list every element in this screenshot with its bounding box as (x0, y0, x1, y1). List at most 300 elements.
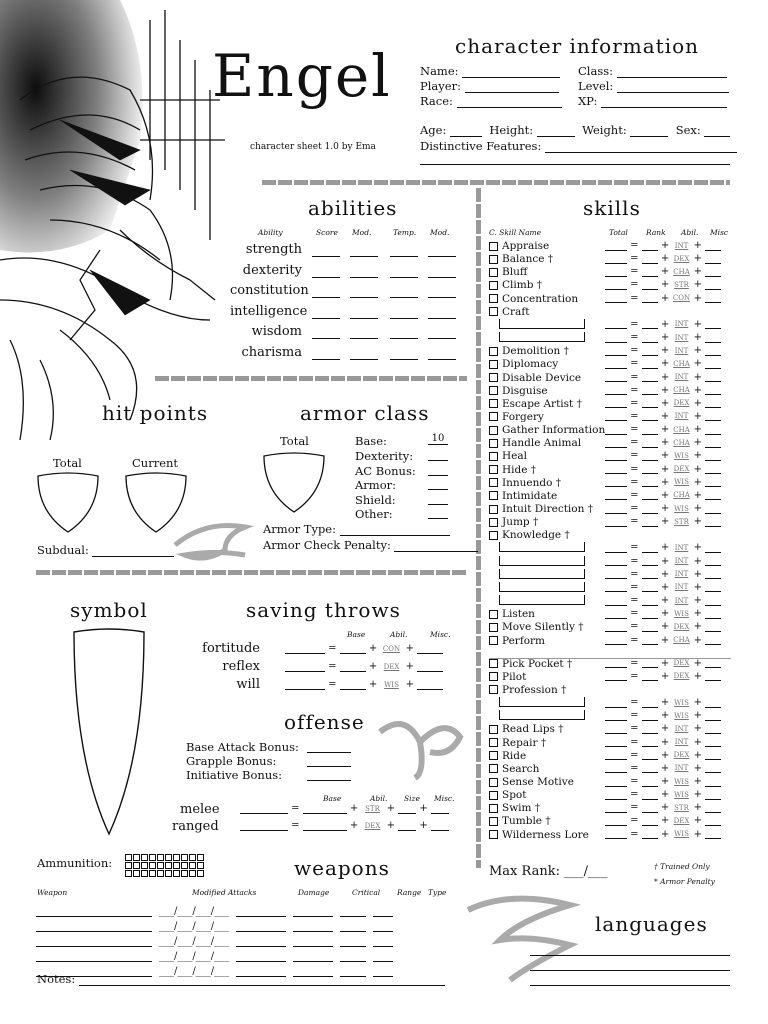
skill-name: Spot (502, 789, 527, 802)
skill-abil: WIS (674, 609, 689, 618)
skill-name: Demolition † (502, 345, 569, 358)
skill-cells[interactable]: = + INT + (605, 723, 721, 734)
skill-cells[interactable]: = + WIS + (605, 697, 721, 708)
skill-class-checkbox[interactable] (489, 439, 498, 448)
ranged-label: ranged (172, 819, 219, 834)
st-abil-header: Abil. (390, 630, 408, 639)
skill-row[interactable] (489, 710, 706, 723)
skill-cells[interactable]: = + DEX + (605, 398, 721, 409)
skill-row[interactable] (489, 292, 706, 306)
skill-row[interactable] (489, 384, 706, 398)
skill-row[interactable] (489, 581, 706, 595)
bab-field[interactable] (307, 741, 351, 753)
skill-name: Gather Information (502, 424, 606, 437)
height-label: Height: (489, 123, 534, 137)
armor-type-field[interactable] (340, 524, 450, 536)
score-col-header: Score (316, 228, 338, 237)
skill-row[interactable] (489, 542, 706, 555)
skill-class-checkbox[interactable] (489, 347, 498, 356)
skill-row[interactable] (489, 489, 706, 503)
skill-cells[interactable]: = + DEX + (605, 464, 721, 475)
player-label: Player: (420, 79, 461, 93)
skill-name: Bluff (502, 266, 528, 279)
skill-class-checkbox[interactable] (489, 610, 498, 619)
skill-cells[interactable]: = + INT + (605, 240, 721, 251)
skill-cells[interactable]: = + WIS + (605, 450, 721, 461)
ability-2-field-2[interactable] (390, 287, 418, 298)
ac-total-shield[interactable] (262, 452, 326, 514)
skill-name: Pick Pocket † (502, 657, 573, 670)
skill-cells[interactable]: = + WIS + (605, 710, 721, 721)
skill-name: Intuit Direction † (502, 503, 593, 515)
melee-calc[interactable]: = + STR + + (240, 802, 449, 814)
skill-subtype-field[interactable] (499, 542, 585, 552)
skill-cells[interactable]: = + INT + (605, 556, 721, 567)
language-line[interactable] (530, 955, 730, 956)
skill-row[interactable] (489, 684, 610, 697)
initiative-label: Initiative Bonus: (186, 768, 283, 782)
subdual-label: Subdual: (37, 543, 89, 557)
skill-cells[interactable]: = + INT + (605, 737, 721, 748)
ac-total-label: Total (280, 434, 309, 448)
skill-cells[interactable]: = + CON + (605, 293, 721, 304)
skill-subtype-field[interactable] (499, 319, 585, 329)
player-field[interactable] (465, 81, 559, 93)
ability-3-field-2[interactable] (390, 308, 418, 319)
skill-class-checkbox[interactable] (489, 817, 498, 826)
skill-abil: DEX (673, 622, 690, 631)
ability-4-field-3[interactable] (428, 328, 456, 339)
ac-base-value[interactable]: 10 (428, 433, 448, 445)
skill-row[interactable] (489, 306, 610, 319)
ability-4-field-2[interactable] (390, 328, 418, 339)
skill-abil: INT (674, 346, 689, 355)
skill-class-checkbox[interactable] (489, 307, 498, 316)
skill-class-checkbox[interactable] (489, 738, 498, 747)
sex-label: Sex: (675, 123, 701, 137)
xp-field[interactable] (601, 96, 727, 108)
skill-cells[interactable]: = + DEX + (605, 658, 721, 669)
skill-row[interactable] (489, 318, 706, 332)
skills-heading: skills (583, 196, 641, 220)
char-info-heading: character information (455, 34, 700, 58)
ac-field-4-label: Other: (355, 507, 393, 521)
skill-class-checkbox[interactable] (489, 478, 498, 487)
skill-cells[interactable]: = + WIS + (605, 608, 721, 619)
skill-cells[interactable]: = + STR + (605, 279, 721, 290)
skill-row[interactable] (489, 371, 706, 385)
skill-cells[interactable]: = + INT + (605, 763, 721, 774)
skill-cells[interactable]: = + STR + (605, 516, 721, 527)
skill-class-checkbox[interactable] (489, 531, 498, 540)
divider-bar (155, 376, 467, 381)
skill-class-checkbox[interactable] (489, 778, 498, 787)
skill-class-checkbox[interactable] (489, 791, 498, 800)
skill-row[interactable] (489, 266, 706, 279)
type-col-header: Type (428, 888, 447, 897)
weight-label: Weight: (582, 123, 627, 137)
skill-row[interactable] (489, 697, 706, 710)
divider-vbar (476, 188, 481, 868)
skill-name: Perform (502, 634, 546, 647)
hp-total-label: Total (53, 456, 82, 470)
skill-cells[interactable]: = + DEX + (605, 671, 721, 682)
height-field[interactable] (537, 125, 575, 137)
skill-cells[interactable]: = + INT + (605, 319, 721, 330)
skill-row[interactable] (489, 516, 706, 529)
skill-class-checkbox[interactable] (489, 505, 498, 514)
skill-class-checkbox[interactable] (489, 804, 498, 813)
ammunition-boxes[interactable] (125, 854, 197, 878)
skill-row[interactable] (489, 789, 706, 802)
skill-row[interactable] (489, 410, 706, 424)
skill-class-checkbox[interactable] (489, 360, 498, 369)
max-rank[interactable]: Max Rank: ___/___ (489, 864, 608, 879)
skill-subtype-field[interactable] (499, 582, 585, 592)
st-base-header: Base (347, 630, 366, 639)
skill-cells[interactable]: = + DEX + (605, 815, 721, 826)
skill-class-checkbox[interactable] (489, 426, 498, 435)
skill-class-checkbox[interactable] (489, 294, 498, 303)
ability-2-field-3[interactable] (428, 287, 456, 298)
race-field[interactable] (457, 96, 562, 108)
skill-abil: DEX (673, 816, 690, 825)
skill-subtype-field[interactable] (499, 697, 585, 707)
skill-abil: CHA (673, 267, 690, 276)
ability-1-field-3[interactable] (428, 267, 456, 278)
skill-row[interactable] (489, 253, 706, 266)
skill-name: Balance † (502, 253, 554, 266)
skill-name: Escape Artist † (502, 397, 582, 410)
off-misc-header: Misc. (434, 794, 455, 803)
skill-row[interactable] (489, 749, 706, 763)
skill-class-checkbox[interactable] (489, 623, 498, 632)
skill-subtype-field[interactable] (499, 332, 585, 342)
skill-name: Diplomacy (502, 358, 559, 371)
skill-row[interactable] (489, 670, 706, 684)
skill-name: Hide † (502, 463, 537, 476)
skill-abil: CON (672, 294, 691, 303)
weight-field[interactable] (630, 125, 668, 137)
temp-col-header: Temp. (393, 228, 417, 237)
skill-abil: WIS (674, 777, 689, 786)
skill-abil: INT (674, 373, 689, 381)
skill-cells[interactable]: = + INT + (605, 372, 721, 383)
skill-name: Repair † (502, 736, 547, 749)
skill-name: Handle Animal (502, 437, 582, 450)
skill-name: Disguise (502, 384, 548, 397)
skill-subtype-field[interactable] (499, 595, 585, 605)
symbol-heading: symbol (70, 598, 148, 622)
skill-cells[interactable]: = + INT + (605, 582, 721, 593)
skill-row[interactable] (489, 503, 706, 516)
skill-row[interactable] (489, 358, 706, 371)
skill-abil: INT (674, 241, 689, 250)
hp-total-shield[interactable] (36, 472, 100, 534)
skill-abil: CHA (673, 425, 690, 434)
skill-row[interactable] (489, 776, 706, 789)
armor-type-label: Armor Type: (263, 522, 336, 536)
save-2-calc[interactable]: = + WIS + (285, 678, 443, 690)
age-label: Age: (420, 123, 447, 137)
save-2-label: will (236, 677, 260, 692)
skill-row[interactable] (489, 240, 706, 253)
off-base-header: Base (323, 794, 342, 803)
skill-row[interactable] (489, 608, 706, 621)
ability-4-field-0[interactable] (312, 328, 340, 339)
skill-cells[interactable]: = + WIS + (605, 503, 721, 514)
skill-row[interactable] (489, 828, 706, 842)
skill-class-checkbox[interactable] (489, 373, 498, 382)
skill-abil: CHA (673, 491, 690, 500)
skill-row[interactable] (489, 424, 706, 437)
ac-field-3-value[interactable] (428, 494, 448, 505)
skill-row[interactable] (489, 595, 706, 608)
melee-abil: STR (365, 805, 380, 813)
armor-check-field[interactable] (394, 540, 478, 552)
skill-row[interactable] (489, 397, 706, 411)
features-field-2[interactable] (420, 164, 730, 165)
ac-field-4-value[interactable] (428, 508, 448, 519)
ability-3-field-0[interactable] (312, 308, 340, 319)
skill-class-checkbox[interactable] (489, 764, 498, 773)
bab-label: Base Attack Bonus: (186, 740, 299, 754)
skill-cells[interactable]: = + STR + (605, 802, 721, 813)
skills-divider (489, 658, 731, 659)
ranged-abil: DEX (364, 822, 381, 830)
notes-field[interactable] (79, 974, 445, 986)
skill-cells[interactable]: = + DEX + (605, 750, 721, 761)
skill-row[interactable] (489, 736, 706, 750)
ac-field-3-label: Shield: (355, 492, 396, 507)
saving-throws-heading: saving throws (246, 598, 401, 622)
skill-class-checkbox[interactable] (489, 751, 498, 760)
skill-cells[interactable]: = + INT + (605, 332, 721, 343)
decorative-glyph (375, 712, 465, 780)
skill-class-checkbox[interactable] (489, 452, 498, 461)
ac-field-2-label: Armor: (355, 478, 397, 492)
language-line[interactable] (530, 970, 730, 971)
grapple-field[interactable] (307, 755, 351, 767)
skill-cells[interactable]: = + WIS + (605, 477, 721, 488)
age-field[interactable] (450, 125, 482, 137)
ability-5-field-3[interactable] (428, 349, 456, 360)
languages-heading: languages (595, 912, 708, 936)
skill-cells[interactable]: = + CHA + (605, 490, 721, 501)
ac-field-1-label: AC Bonus: (355, 463, 416, 478)
skill-name: Profession † (502, 683, 567, 696)
ac-field-0-value[interactable] (428, 450, 448, 461)
skill-class-checkbox[interactable] (489, 465, 498, 474)
skill-cells[interactable]: = + DEX + (605, 621, 721, 632)
skill-abil: STR (674, 280, 689, 289)
ability-0-field-1[interactable] (350, 246, 378, 257)
ability-0-field-2[interactable] (390, 246, 418, 257)
ability-1-field-0[interactable] (312, 267, 340, 278)
sex-field[interactable] (704, 125, 730, 137)
weapon-row[interactable]: ___/___/___/___ (36, 904, 393, 917)
skill-row[interactable] (489, 345, 706, 358)
skill-subtype-field[interactable] (499, 710, 585, 720)
skill-class-checkbox[interactable] (489, 830, 498, 839)
skill-rank-header: Rank (646, 228, 666, 237)
skill-class-checkbox[interactable] (489, 255, 498, 264)
save-0-calc[interactable]: = + CON + (285, 642, 443, 654)
skill-abil: WIS (674, 711, 689, 720)
class-field[interactable] (617, 66, 727, 78)
skill-cells[interactable]: = + WIS + (605, 829, 721, 840)
skill-cells[interactable]: = + INT + (605, 345, 721, 356)
skill-cells[interactable]: = + INT + (605, 542, 721, 553)
skill-name: Pilot (502, 670, 527, 683)
st-misc-header: Misc. (430, 630, 451, 639)
sheet-title: Engel (212, 42, 392, 110)
skill-name: Search (502, 762, 540, 775)
skill-class-checkbox[interactable] (489, 268, 498, 277)
skill-class-checkbox[interactable] (489, 386, 498, 395)
weapon-row[interactable]: ___/___/___/___ (36, 934, 393, 947)
skill-abil: CHA (673, 386, 690, 395)
skill-cells[interactable]: = + WIS + (605, 776, 721, 787)
skill-row[interactable] (489, 555, 706, 569)
skill-row[interactable] (489, 450, 706, 463)
skill-cells[interactable]: = + INT + (605, 595, 721, 606)
skill-cells[interactable]: = + CHA + (605, 385, 721, 396)
skill-class-checkbox[interactable] (489, 399, 498, 408)
initiative-field[interactable] (307, 769, 351, 781)
skill-row[interactable] (489, 279, 706, 292)
skill-row[interactable] (489, 568, 706, 582)
ability-1-field-1[interactable] (350, 267, 378, 278)
save-1-calc[interactable]: = + DEX + (285, 660, 443, 672)
skill-abil: CHA (673, 636, 690, 644)
skill-row[interactable] (489, 802, 706, 815)
skill-name: Sense Motive (502, 776, 574, 788)
skill-class-checkbox[interactable] (489, 636, 498, 645)
ability-0-field-3[interactable] (428, 246, 456, 257)
skill-row[interactable] (489, 657, 706, 671)
skill-row[interactable] (489, 723, 706, 736)
weapon-row[interactable]: ___/___/___/___ (36, 949, 393, 962)
ability-2-label: constitution (230, 283, 309, 298)
skill-row[interactable] (489, 634, 706, 648)
off-size-header: Size (404, 794, 420, 803)
skill-name-header: C. Skill Name (489, 228, 542, 237)
skill-name: Appraise (502, 240, 550, 252)
ability-0-field-0[interactable] (312, 246, 340, 257)
skill-row[interactable] (489, 529, 610, 542)
offense-heading: offense (284, 710, 365, 734)
ability-5-label: charisma (241, 344, 302, 360)
ability-2-field-0[interactable] (312, 287, 340, 298)
skill-row[interactable] (489, 476, 706, 490)
ac-field-2-value[interactable] (428, 479, 448, 490)
skill-name: Swim † (502, 802, 541, 815)
skill-row[interactable] (489, 815, 706, 828)
off-abil-header: Abil. (370, 794, 388, 803)
skill-class-checkbox[interactable] (489, 518, 498, 527)
symbol-shield[interactable] (70, 628, 148, 838)
sheet-subtitle: character sheet 1.0 by Ema (250, 142, 376, 152)
save-0-abil: CON (382, 645, 401, 653)
skill-class-checkbox[interactable] (489, 242, 498, 251)
subdual-field[interactable] (92, 545, 174, 557)
skill-abil: CHA (673, 438, 690, 447)
skill-class-checkbox[interactable] (489, 491, 498, 500)
features-field[interactable] (545, 141, 737, 153)
skill-abil: WIS (674, 698, 689, 707)
skill-abil-header: Abil. (681, 228, 699, 237)
skill-row[interactable] (489, 437, 706, 450)
skill-name: Climb † (502, 279, 543, 292)
name-label: Name: (420, 64, 459, 78)
skill-cells[interactable]: = + CHA + (605, 437, 721, 448)
ability-5-field-0[interactable] (312, 349, 340, 360)
save-0-label: fortitude (202, 641, 260, 656)
skill-class-checkbox[interactable] (489, 412, 498, 421)
skill-abil: DEX (673, 465, 690, 474)
skill-cells[interactable]: = + WIS + (605, 789, 721, 800)
weapons-heading: weapons (294, 856, 390, 880)
ability-4-field-1[interactable] (350, 328, 378, 339)
ability-3-field-1[interactable] (350, 308, 378, 319)
skill-abil: INT (674, 570, 689, 579)
skill-abil: STR (674, 803, 689, 812)
skill-class-checkbox[interactable] (489, 685, 498, 694)
weapon-row[interactable]: ___/___/___/___ (36, 964, 393, 977)
divider-bar (262, 180, 730, 185)
skill-row[interactable] (489, 621, 706, 634)
skill-row[interactable] (489, 762, 706, 776)
skill-abil: DEX (673, 659, 690, 668)
skill-class-checkbox[interactable] (489, 659, 498, 668)
ammunition-label: Ammunition: (37, 856, 113, 870)
skill-cells[interactable]: = + CHA + (605, 358, 721, 369)
ability-3-field-3[interactable] (428, 308, 456, 319)
level-field[interactable] (617, 81, 729, 93)
name-field[interactable] (462, 66, 560, 78)
skill-cells[interactable]: = + CHA + (605, 266, 721, 277)
skill-cells[interactable]: = + CHA + (605, 635, 721, 646)
skill-class-checkbox[interactable] (489, 725, 498, 734)
skill-cells[interactable]: = + CHA + (605, 424, 721, 435)
skill-abil: DEX (673, 399, 690, 408)
ranged-calc[interactable]: = + DEX + + (240, 819, 449, 831)
skill-class-checkbox[interactable] (489, 281, 498, 290)
ability-2-field-1[interactable] (350, 287, 378, 298)
melee-label: melee (180, 802, 220, 817)
skill-subtype-field[interactable] (499, 556, 585, 566)
ability-5-field-2[interactable] (390, 349, 418, 360)
skill-subtype-field[interactable] (499, 569, 585, 579)
skill-abil: STR (674, 517, 689, 526)
skill-name: Concentration (502, 292, 579, 305)
ability-1-field-2[interactable] (390, 267, 418, 278)
skill-abil: CHA (673, 359, 690, 368)
skill-row[interactable] (489, 332, 706, 345)
skill-cells[interactable]: = + INT + (605, 411, 721, 422)
skill-class-checkbox[interactable] (489, 672, 498, 681)
skill-abil: WIS (674, 830, 689, 839)
skill-abil: INT (674, 412, 689, 421)
skill-cells[interactable]: = + INT + (605, 569, 721, 580)
ability-5-field-1[interactable] (350, 349, 378, 360)
skill-cells[interactable]: = + DEX + (605, 253, 721, 264)
language-line[interactable] (530, 985, 730, 986)
ac-field-1-value[interactable] (428, 465, 448, 476)
skill-row[interactable] (489, 463, 706, 477)
weapon-row[interactable]: ___/___/___/___ (36, 919, 393, 932)
